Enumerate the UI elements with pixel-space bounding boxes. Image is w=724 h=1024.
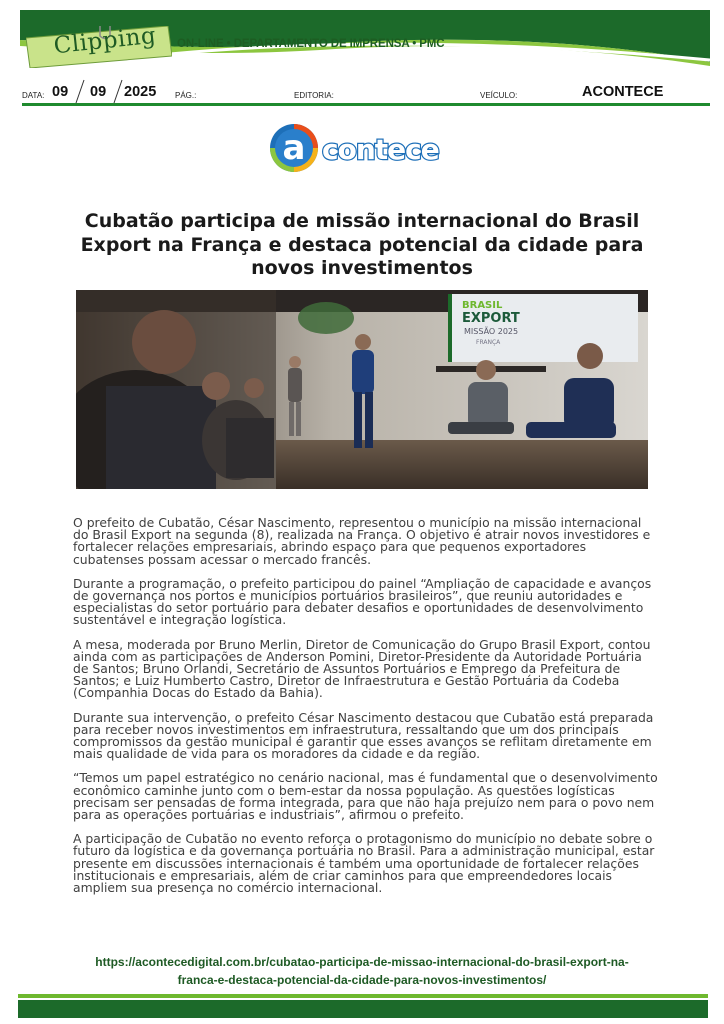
source-url-line2[interactable]: franca-e-destaca-potencial-da-cidade-para-novos-investimentos/ bbox=[177, 973, 547, 987]
article-paragraph: Durante sua intervenção, o prefeito César Nascimento destacou que Cubatão está preparada para receber novos investimentos em infraestrutura, ressaltando que um dos principais compromissos da gestão municipal é garantir que esses avanços se reflitam diretamente em mais qualidade de vida para os moradores da cidade e da região. bbox=[73, 709, 654, 762]
date-month: 09 bbox=[90, 84, 107, 100]
article-title: Cubatão participa de missão internacional do Brasil Export na França e destaca potencial da cidade para novos investimentos bbox=[80, 210, 644, 279]
veiculo-value: ACONTECE bbox=[582, 84, 664, 100]
screen-brand-line1: BRASIL bbox=[462, 300, 503, 311]
screen-country: FRANÇA bbox=[476, 339, 501, 346]
article-paragraph: Durante a programação, o prefeito participou do painel “Ampliação de capacidade e avanços de governança nos portos e municípios portuários brasileiros”, que reuniu autoridades e especialistas do setor portuário para debater desafios e oportunidades de desenvolvimento sustentável e integração logística. bbox=[73, 575, 652, 628]
page-label: PÁG.: bbox=[175, 91, 197, 100]
article-paragraph: A mesa, moderada por Bruno Merlin, Diretor de Comunicação do Grupo Brasil Export, contou ainda com as participações de Anderson Pomini, Diretor-Presidente da Autoridade Portuária de Santos; Bruno Orlandi, Secretário de Assuntos Portuários e Emprego da Prefeitura de Santos; e Luiz Humberto Castro, Diretor de Infraestrutura e Gestão Portuária da Codeba (Companhia Docas do Estado da Bahia). bbox=[73, 636, 651, 701]
date-day: 09 bbox=[52, 84, 69, 100]
screen-brand-line2: EXPORT bbox=[462, 311, 520, 326]
article-photo bbox=[76, 290, 648, 489]
source-url-line1[interactable]: https://acontecedigital.com.br/cubatao-participa-de-missao-internacional-do-brasil-export-na- bbox=[95, 955, 629, 969]
date-year: 2025 bbox=[124, 84, 157, 100]
article-paragraph: “Temos um papel estratégico no cenário nacional, mas é fundamental que o desenvolvimento econômico caminhe junto com o bem-estar da nossa população. As questões logísticas precisam ser pensadas de forma integrada, para que não haja prejuízo nem para o povo nem para as operações portuárias e industriais”, afirmou o prefeito. bbox=[73, 770, 658, 823]
footer-bar bbox=[18, 1000, 708, 1018]
footer-accent-line bbox=[18, 994, 708, 998]
source-url[interactable] bbox=[40, 953, 684, 989]
screen-mission: MISSÃO 2025 bbox=[464, 327, 519, 336]
date-separator bbox=[74, 79, 86, 105]
article-body bbox=[73, 517, 659, 906]
editoria-label: EDITORIA: bbox=[294, 91, 334, 100]
logo-text: contece bbox=[322, 133, 439, 166]
veiculo-label: VEÍCULO: bbox=[480, 91, 518, 100]
header-subtitle: ON-LINE • DEPARTAMENTO DE IMPRENSA • PMC bbox=[177, 38, 445, 50]
acontece-logo bbox=[270, 121, 454, 175]
article-paragraph: O prefeito de Cubatão, César Nascimento, representou o município na missão internacional do Brasil Export na segunda (8), realizada na França. O objetivo é atrair novos investidores e fortalecer relações empresariais, abrindo espaço para que pequenos exportadores cubatenses possam acessar o mercado francês. bbox=[73, 515, 651, 567]
date-label: DATA: bbox=[22, 91, 45, 100]
clipping-label: Clipping bbox=[52, 22, 158, 60]
date-separator bbox=[112, 79, 124, 105]
article-paragraph: A participação de Cubatão no evento reforça o protagonismo do município no debate sobre o futuro da logística e da governança portuária no Brasil. Para a administração municipal, estar presente em discussões internacionais é também uma oportunidade de fortalecer relações institucionais e empresariais, além de criar caminhos para que empreendedores locais ampliem sua presença no comércio internacional. bbox=[73, 831, 655, 896]
logo-letter: a bbox=[282, 128, 306, 168]
header-divider bbox=[22, 103, 710, 106]
